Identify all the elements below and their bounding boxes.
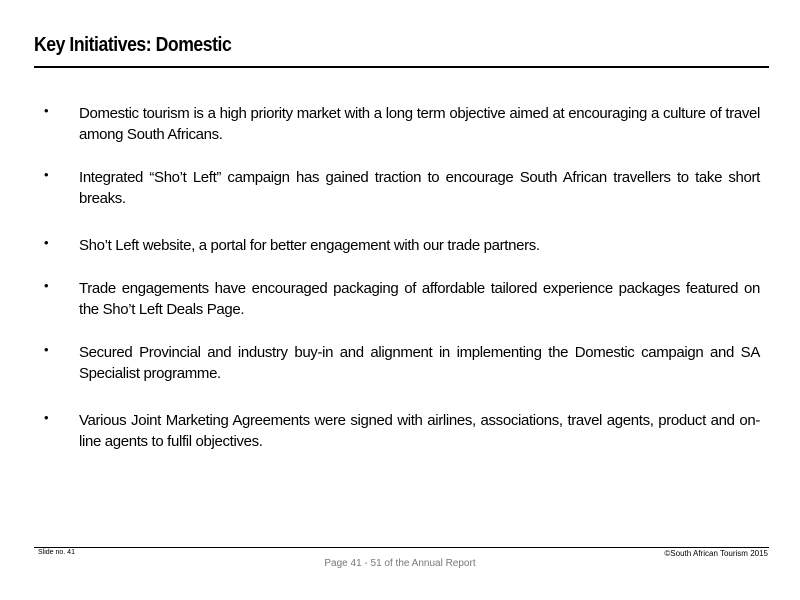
copyright-notice: ©South African Tourism 2015 — [664, 549, 768, 558]
bullet-text: Sho’t Left website, a portal for better engagement with our trade partners. — [79, 237, 540, 254]
bullet-dot: • — [44, 235, 49, 250]
bullet-text: Trade engagements have encouraged packaging of affordable tailored experience packages featured on the Sho’t Left Deals Page. — [79, 280, 760, 318]
bullet-dot: • — [44, 103, 49, 118]
bullet-text: Integrated “Sho’t Left” campaign has gained traction to encourage South African travellers to take short breaks. — [79, 169, 760, 207]
slide-title: Key Initiatives: Domestic — [34, 34, 232, 56]
page-reference: Page 41 - 51 of the Annual Report — [324, 558, 476, 569]
bullet-item — [44, 103, 760, 145]
bullet-dot: • — [44, 342, 49, 357]
bullet-item — [44, 278, 760, 320]
bullet-dot: • — [44, 278, 49, 293]
slide-number: Slide no. 41 — [38, 549, 75, 556]
footer-divider — [34, 547, 769, 548]
bullet-item — [44, 167, 760, 209]
title-divider — [34, 66, 769, 68]
bullet-text: Domestic tourism is a high priority market with a long term objective aimed at encouraging a culture of travel among South Africans. — [79, 105, 760, 143]
bullet-item — [44, 410, 760, 452]
bullet-item — [44, 235, 760, 256]
bullet-dot: • — [44, 410, 49, 425]
bullet-item — [44, 342, 760, 384]
bullet-dot: • — [44, 167, 49, 182]
bullet-text: Various Joint Marketing Agreements were signed with airlines, associations, travel agents, product and on-line agents to fulfil objectives. — [79, 412, 760, 450]
bullet-text: Secured Provincial and industry buy-in and alignment in implementing the Domestic campaign and SA Specialist programme. — [79, 344, 760, 382]
